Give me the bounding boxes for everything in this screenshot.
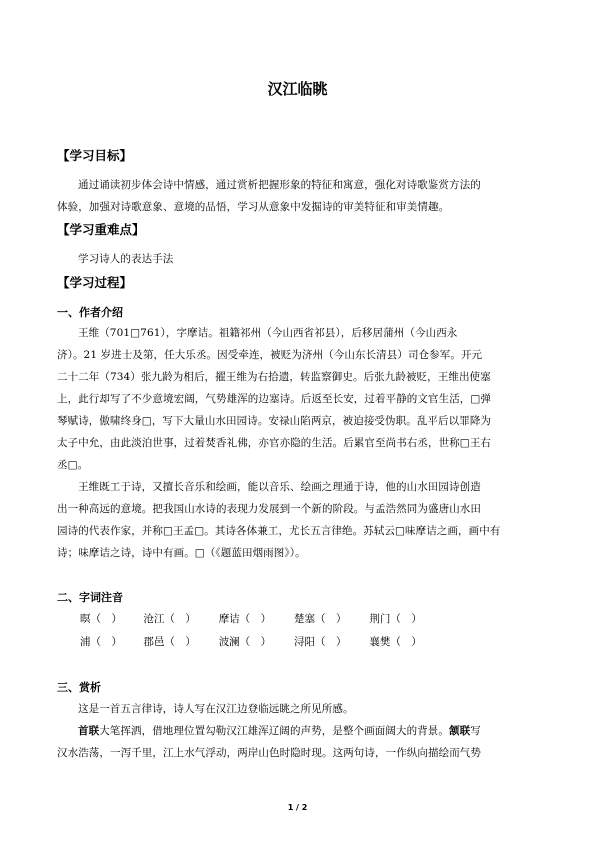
vocab-row-2	[80, 634, 441, 649]
author-p1-line-5: 琴赋诗，傲啸终身□，写下大量山水田园诗。安禄山陷两京，被迫接受伪职。乱平后以罪降为	[57, 415, 492, 427]
process-heading: 【学习过程】	[57, 275, 133, 290]
vocab-item: 浦（ ）	[80, 636, 122, 648]
vocab-item: 沧江（ ）	[143, 613, 196, 625]
vocab-item: 郡邑（ ）	[143, 636, 196, 648]
vocab-item: 暝（ ）	[80, 613, 122, 625]
appreciation-heading: 三、赏析	[57, 681, 101, 694]
vocab-item: 浔阳（ ）	[294, 636, 347, 648]
vocab-item: 楚塞（ ）	[294, 613, 347, 625]
author-p2-line-3: 园诗的代表作家，并称□王孟□。其诗各体兼工，尤长五言律绝。苏轼云□味摩诘之画，画中有	[57, 525, 501, 537]
author-p2-line-4: 诗；味摩诘之诗，诗中有画。□（《题蓝田烟雨图》）。	[57, 547, 306, 559]
author-p2-line-2: 出一种高远的意境。把我国山水诗的表现力发展到一个新的阶段。与孟浩然同为盛唐山水田	[57, 503, 481, 515]
key-points-heading: 【学习重难点】	[57, 222, 145, 237]
goals-heading: 【学习目标】	[57, 148, 133, 163]
couplet-first-text: 大笔挥洒，借地理位置勾勒汉江雄浑辽阔的声势，是整个画面阔大的背景。	[99, 725, 450, 737]
author-heading: 一、作者介绍	[57, 306, 123, 319]
vocab-item: 波澜（ ）	[218, 636, 272, 648]
vocab-row-1	[80, 611, 441, 626]
appreciation-line-2: 汉水浩荡，一泻千里，江上水气浮动，两岸山色时隐时现。这两句诗，一作纵向描绘而气势	[57, 747, 481, 759]
goals-line-2: 体验，加强对诗歌意象、意境的品悟，学习从意象中发掘诗的审美特征和审美情趣。	[57, 201, 450, 213]
author-p1-line-2: 济）。21 岁进士及第，任大乐丞。因受牵连，被贬为济州（今山东长清县）司仓参军。开元	[57, 349, 483, 361]
vocab-item: 襄樊（ ）	[369, 636, 422, 648]
author-p1-line-3: 二十二年（734）张九龄为相后，擢王维为右拾遗，转监察御史。后张九龄被贬，王维出使塞	[57, 371, 491, 383]
couplet-second-text: 写	[470, 725, 481, 737]
couplet-second-label: 颔联	[449, 725, 471, 737]
key-points-line: 学习诗人的表达手法	[78, 253, 174, 265]
author-p1-line-4: 上，此行却写了不少意境宏阔，气势雄浑的边塞诗。后返至长安，过着平静的文官生活，□弹	[57, 393, 492, 405]
vocab-heading: 二、字词注音	[57, 591, 123, 604]
author-p2-line-1: 王维既工于诗，又擅长音乐和绘画，能以音乐、绘画之理通于诗，他的山水田园诗创造	[78, 481, 481, 493]
goals-line-1: 通过诵读初步体会诗中情感，通过赏析把握形象的特征和寓意，强化对诗歌鉴赏方法的	[78, 179, 481, 191]
page-title: 汉江临眺	[267, 80, 328, 98]
author-p1-line-7: 丞□。	[57, 459, 89, 471]
vocab-item: 摩诘（ ）	[218, 613, 272, 625]
page-number: 1 / 2	[287, 803, 308, 812]
author-p1-line-6: 太子中允，由此淡泊世事，过着焚香礼佛，亦官亦隐的生活。后累官至尚书右丞，世称□王右	[57, 437, 492, 449]
appreciation-line-1	[78, 723, 481, 738]
couplet-first-label: 首联	[78, 725, 100, 737]
appreciation-intro: 这是一首五言律诗，诗人写在汉江边登临远眺之所见所感。	[78, 703, 354, 715]
author-p1-line-1: 王维（701□761），字摩诘。祖籍祁州（今山西省祁县），后移居蒲州（今山西永	[78, 327, 458, 339]
vocab-item: 荆门（ ）	[369, 613, 422, 625]
